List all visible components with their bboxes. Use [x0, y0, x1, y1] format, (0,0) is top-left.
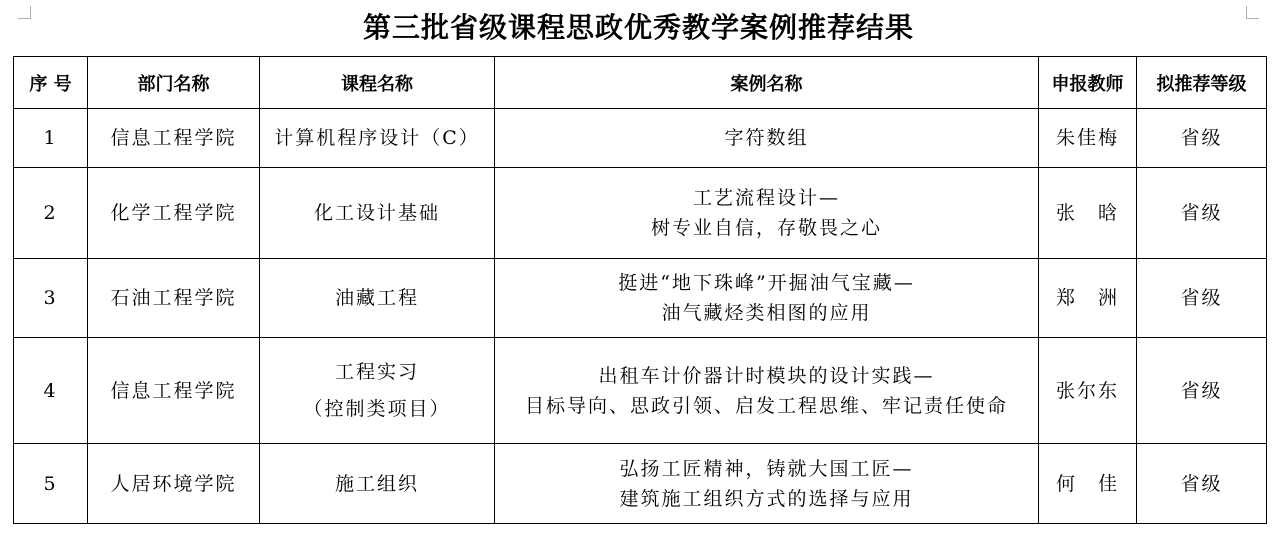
- cell-case: [495, 168, 1039, 259]
- table-row: [14, 109, 1267, 168]
- header-teacher: 申报教师: [1039, 57, 1137, 109]
- cell-level: 省级: [1137, 109, 1267, 168]
- course-line: 施工组织: [334, 472, 419, 495]
- case-line: 工艺流程设计—: [692, 187, 840, 209]
- cell-teacher: 郑 洲: [1039, 259, 1137, 338]
- course-line: 工程实习: [334, 360, 419, 383]
- cell-teacher: 张尔东: [1039, 338, 1137, 444]
- case-line: 字符数组: [724, 127, 809, 149]
- cell-level: 省级: [1137, 168, 1267, 259]
- cell-case: [495, 338, 1039, 444]
- cell-department: 石油工程学院: [88, 259, 260, 338]
- cell-index: 5: [14, 444, 88, 524]
- cell-course: [260, 338, 495, 444]
- case-line: 树专业自信，存敬畏之心: [650, 217, 882, 239]
- table-row: [14, 259, 1267, 338]
- cell-department: 信息工程学院: [88, 109, 260, 168]
- cell-level: 省级: [1137, 259, 1267, 338]
- table-row: [14, 444, 1267, 524]
- header-course: 课程名称: [260, 57, 495, 109]
- cell-index: 2: [14, 168, 88, 259]
- case-line: 目标导向、思政引领、启发工程思维、牢记责任使命: [524, 394, 1008, 417]
- cell-case: [495, 444, 1039, 524]
- table-header-row: [14, 57, 1267, 109]
- cell-department: 信息工程学院: [88, 338, 260, 444]
- cell-teacher: 朱佳梅: [1039, 109, 1137, 168]
- course-line: 油藏工程: [334, 287, 419, 309]
- cell-department: 人居环境学院: [88, 444, 260, 524]
- cell-case: [495, 109, 1039, 168]
- header-index: 序 号: [14, 57, 88, 109]
- cell-course: [260, 259, 495, 338]
- case-line: 挺进“地下珠峰”开掘油气宝藏—: [618, 272, 915, 294]
- cell-department: 化学工程学院: [88, 168, 260, 259]
- course-line: 计算机程序设计（C）: [274, 127, 480, 149]
- cell-index: 1: [14, 109, 88, 168]
- cell-level: 省级: [1137, 338, 1267, 444]
- cell-index: 3: [14, 259, 88, 338]
- course-line: （控制类项目）: [303, 397, 451, 420]
- cell-course: [260, 168, 495, 259]
- cell-level: 省级: [1137, 444, 1267, 524]
- header-department: 部门名称: [88, 57, 260, 109]
- case-line: 油气藏烃类相图的应用: [661, 302, 872, 324]
- header-case: 案例名称: [495, 57, 1039, 109]
- case-line: 建筑施工组织方式的选择与应用: [619, 487, 914, 510]
- case-line: 弘扬工匠精神，铸就大国工匠—: [619, 457, 914, 480]
- table-row: [14, 338, 1267, 444]
- cell-course: [260, 444, 495, 524]
- cell-course: [260, 109, 495, 168]
- case-line: 出租车计价器计时模块的设计实践—: [598, 364, 935, 387]
- cell-teacher: 张 晗: [1039, 168, 1137, 259]
- cell-index: 4: [14, 338, 88, 444]
- cell-case: [495, 259, 1039, 338]
- header-level: 拟推荐等级: [1137, 57, 1267, 109]
- table-row: [14, 168, 1267, 259]
- recommendation-table: [13, 56, 1267, 524]
- document-title: 第三批省级课程思政优秀教学案例推荐结果: [362, 11, 914, 44]
- course-line: 化工设计基础: [313, 202, 440, 224]
- cell-teacher: 何 佳: [1039, 444, 1137, 524]
